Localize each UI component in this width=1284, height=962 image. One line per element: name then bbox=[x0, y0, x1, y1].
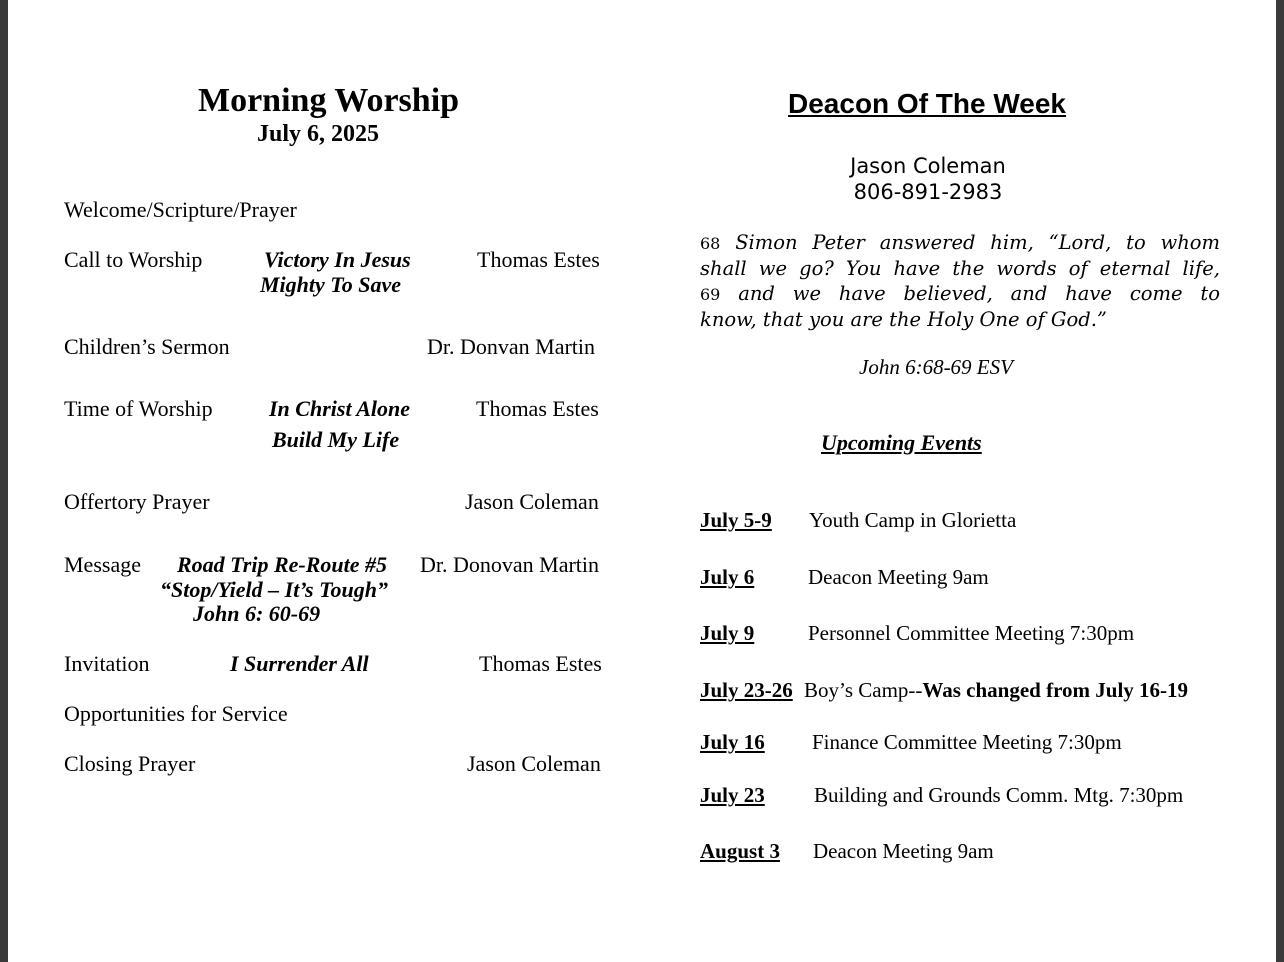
scripture-reference: John 6:68-69 ESV bbox=[859, 355, 1013, 379]
time-of-worship-label: Time of Worship bbox=[64, 396, 213, 421]
message-subtitle: “Stop/Yield – It’s Tough” bbox=[160, 577, 388, 602]
event-description: Building and Grounds Comm. Mtg. 7:30pm bbox=[814, 783, 1184, 807]
event-date: July 16 bbox=[700, 730, 765, 754]
scripture-passage bbox=[700, 230, 1220, 332]
childrens-sermon-leader: Dr. Donvan Martin bbox=[427, 334, 596, 359]
verse-number: 69 bbox=[700, 285, 721, 304]
closing-prayer-label: Closing Prayer bbox=[64, 751, 196, 776]
message-leader: Dr. Donovan Martin bbox=[420, 552, 600, 577]
event-description: Finance Committee Meeting 7:30pm bbox=[812, 730, 1122, 754]
event-date: August 3 bbox=[700, 839, 780, 863]
bulletin-date: July 6, 2025 bbox=[257, 121, 380, 147]
call-to-worship-song-2: Mighty To Save bbox=[260, 272, 401, 297]
upcoming-events-heading: Upcoming Events bbox=[821, 430, 982, 455]
event-date: July 23-26 bbox=[700, 678, 793, 702]
verse-number: 68 bbox=[700, 234, 721, 253]
event-description: Personnel Committee Meeting 7:30pm bbox=[808, 621, 1135, 645]
call-to-worship-leader: Thomas Estes bbox=[477, 247, 600, 272]
time-of-worship-song-1: In Christ Alone bbox=[269, 396, 411, 421]
welcome-item: Welcome/Scripture/Prayer bbox=[64, 197, 297, 222]
call-to-worship-label: Call to Worship bbox=[64, 247, 203, 272]
verse-text: Simon Peter answered him, “Lord, to whom bbox=[735, 231, 1220, 254]
event-date: July 23 bbox=[700, 783, 765, 807]
verse-line bbox=[700, 281, 1220, 307]
bulletin-title: Morning Worship bbox=[198, 82, 460, 119]
call-to-worship-song-1: Victory In Jesus bbox=[264, 247, 411, 272]
childrens-sermon-label: Children’s Sermon bbox=[64, 334, 230, 359]
offertory-prayer-label: Offertory Prayer bbox=[64, 489, 210, 514]
verse-text: and we have believed, and have come to bbox=[738, 282, 1220, 305]
verse-line bbox=[700, 230, 1220, 256]
message-label: Message bbox=[64, 552, 141, 577]
deacon-heading: Deacon Of The Week bbox=[788, 88, 1067, 119]
offertory-prayer-leader: Jason Coleman bbox=[465, 489, 599, 514]
opportunities-item: Opportunities for Service bbox=[64, 701, 288, 726]
event-description bbox=[804, 678, 1188, 703]
verse-line bbox=[700, 307, 1220, 332]
deacon-name: Jason Coleman bbox=[850, 154, 1006, 178]
invitation-label: Invitation bbox=[64, 651, 150, 676]
invitation-song: I Surrender All bbox=[230, 651, 369, 676]
time-of-worship-song-2: Build My Life bbox=[272, 427, 400, 452]
invitation-leader: Thomas Estes bbox=[479, 651, 602, 676]
verse-text: shall we go? You have the words of eternal life, bbox=[700, 257, 1220, 280]
time-of-worship-leader: Thomas Estes bbox=[476, 396, 599, 421]
verse-line bbox=[700, 256, 1220, 281]
event-change-note: Was changed from July 16-19 bbox=[922, 678, 1189, 702]
closing-prayer-leader: Jason Coleman bbox=[467, 751, 601, 776]
bulletin-page bbox=[8, 0, 1276, 962]
message-title: Road Trip Re-Route #5 bbox=[177, 552, 388, 577]
verse-text: know, that you are the Holy One of God.” bbox=[700, 308, 1107, 331]
event-description: Deacon Meeting 9am bbox=[813, 839, 994, 863]
event-description-text: Boy’s Camp-- bbox=[804, 678, 923, 702]
message-scripture: John 6: 60-69 bbox=[193, 601, 321, 626]
deacon-phone: 806-891-2983 bbox=[853, 180, 1003, 204]
event-date: July 6 bbox=[700, 565, 755, 589]
event-description: Deacon Meeting 9am bbox=[808, 565, 989, 589]
event-description: Youth Camp in Glorietta bbox=[809, 508, 1017, 532]
event-date: July 5-9 bbox=[700, 508, 772, 532]
deacon-info bbox=[808, 153, 1048, 205]
event-date: July 9 bbox=[700, 621, 755, 645]
